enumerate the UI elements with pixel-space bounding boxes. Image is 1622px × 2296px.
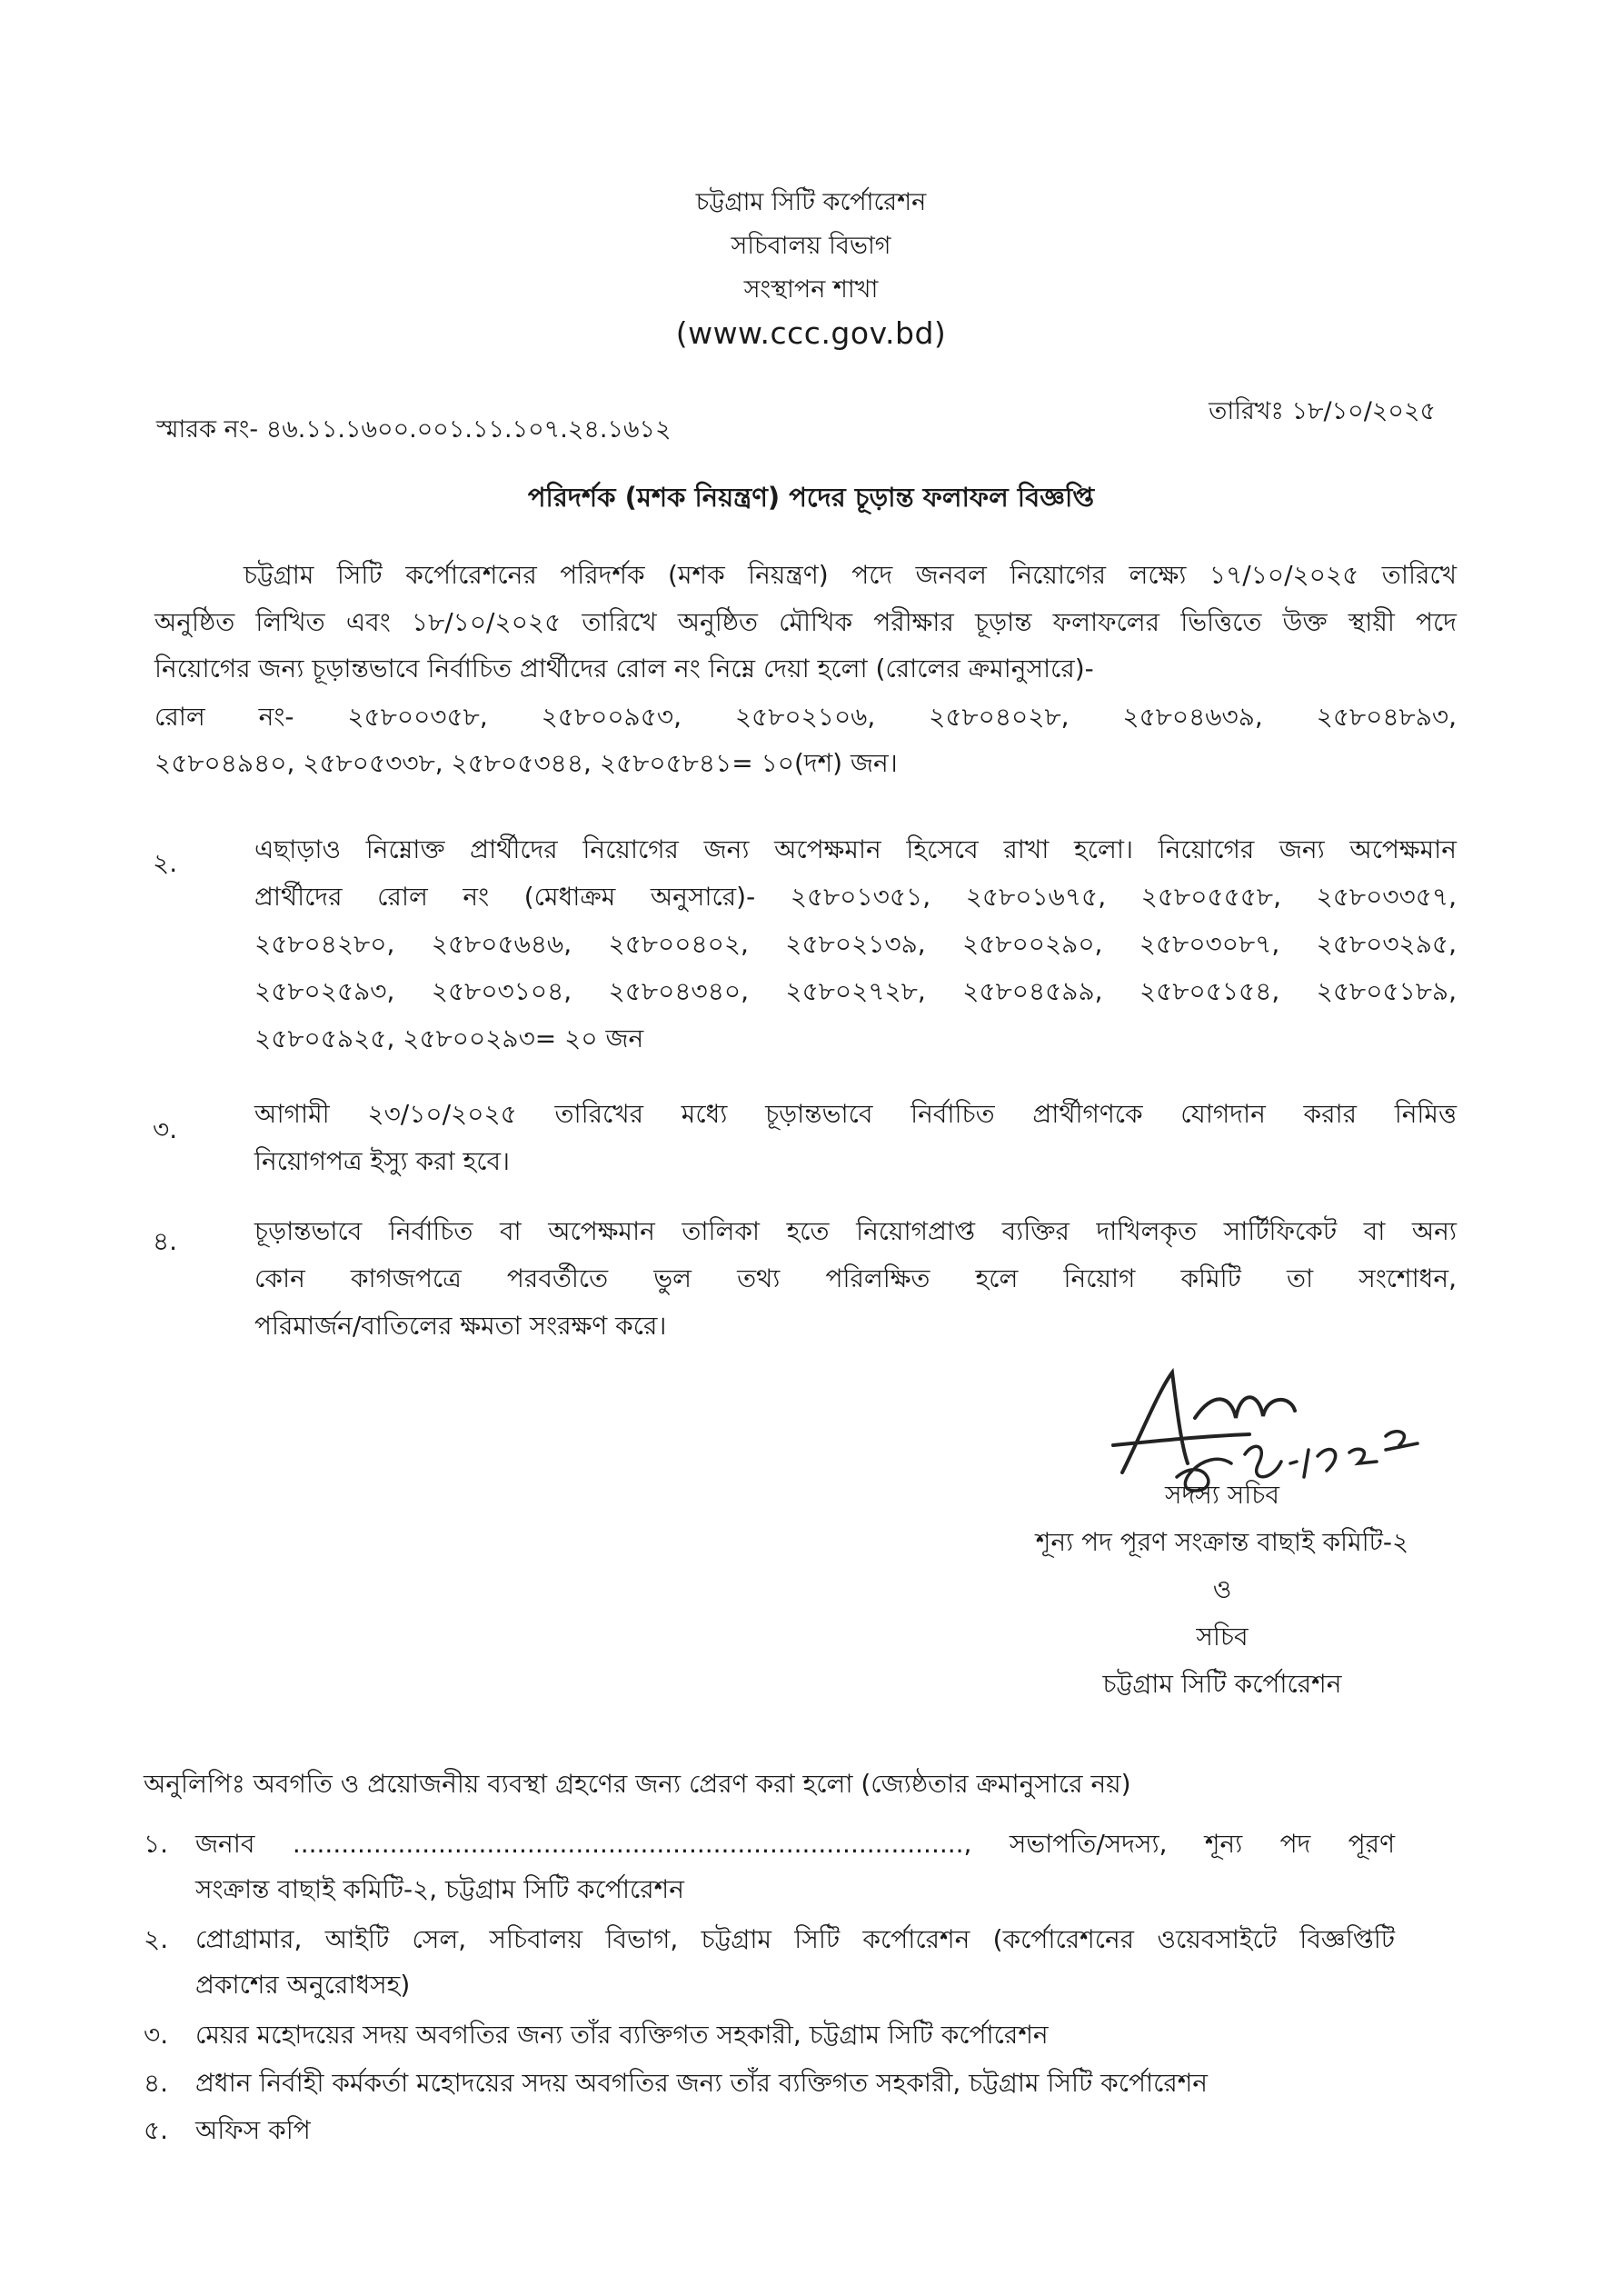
copy-1-line-2: সংক্রান্ত বাছাই কমিটি-২, চট্টগ্রাম সিটি কর্পোরেশন: [195, 1874, 684, 1904]
item-2-line-2: প্রার্থীদের রোল নং (মেধাক্রম অনুসারে)- ২৫৮০১৩৫১, ২৫৮০১৬৭৫, ২৫৮০৫৫৫৮, ২৫৮০৩৩৫৭,: [254, 882, 1457, 912]
signature-committee: শূন্য পদ পূরণ সংক্রান্ত বাছাই কমিটি-২: [1035, 1527, 1409, 1557]
signature-org: চট্টগ্রাম সিটি কর্পোরেশন: [1102, 1669, 1342, 1699]
item-2-line-5: ২৫৮০৫৯২৫, ২৫৮০০২৯৩= ২০ জন: [254, 1023, 644, 1053]
item-2-line-4: ২৫৮০২৫৯৩, ২৫৮০৩১০৪, ২৫৮০৪৩৪০, ২৫৮০২৭২৮, ২৫৮০৪৫৯৯, ২৫৮০৫১৫৪, ২৫৮০৫১৮৯,: [254, 976, 1457, 1006]
header-org: চট্টগ্রাম সিটি কর্পোরেশন: [695, 188, 927, 216]
memo-date: তারিখঃ ১৮/১০/২০২৫: [1209, 397, 1436, 425]
signature-secretary: সচিব: [1196, 1622, 1249, 1652]
item-3-number: ৩.: [153, 1114, 178, 1144]
item-2-line-3: ২৫৮০৪২৮০, ২৫৮০৫৬৪৬, ২৫৮০০৪০২, ২৫৮০২১৩৯, ২৫৮০০২৯০, ২৫৮০৩০৮৭, ২৫৮০৩২৯৫,: [254, 929, 1457, 959]
copy-4-line-1: প্রধান নির্বাহী কর্মকর্তা মহোদয়ের সদয় অবগতির জন্য তাঁর ব্যক্তিগত সহকারী, চট্টগ্রাম সিটি কর্পোরেশন: [195, 2068, 1209, 2098]
item-4-line-1: চূড়ান্তভাবে নির্বাচিত বা অপেক্ষমান তালিকা হতে নিয়োগপ্রাপ্ত ব্যক্তির দাখিলকৃত সার্টিফিকেট বা অন্য: [254, 1216, 1457, 1246]
item-2-line-1: এছাড়াও নিম্নোক্ত প্রার্থীদের নিয়োগের জন্য অপেক্ষমান হিসেবে রাখা হলো। নিয়োগের জন্য অপেক্ষমান: [254, 834, 1457, 864]
item-2-number: ২.: [153, 848, 178, 878]
header-branch: সংস্থাপন শাখা: [743, 275, 879, 304]
copy-4-number: ৪.: [144, 2068, 169, 2098]
copy-3-line-1: মেয়র মহোদয়ের সদয় অবগতির জন্য তাঁর ব্যক্তিগত সহকারী, চট্টগ্রাম সিটি কর্পোরেশন: [195, 2020, 1049, 2050]
copy-1-line-1: জনাব ..................................................................................., সভাপতি/সদস্য, শূন্য পদ পূরণ: [195, 1829, 1395, 1859]
item-3-line-1: আগামী ২৩/১০/২০২৫ তারিখের মধ্যে চূড়ান্তভাবে নির্বাচিত প্রার্থীগণকে যোগদান করার নিমিত্ত: [254, 1099, 1457, 1129]
header-website: (www.ccc.gov.bd): [675, 315, 947, 351]
copy-2-line-2: প্রকাশের অনুরোধসহ): [195, 1970, 411, 2000]
copy-3-number: ৩.: [144, 2020, 169, 2050]
copy-1-number: ১.: [144, 1829, 169, 1859]
memo-ref: স্মারক নং- ৪৬.১১.১৬০০.০০১.১১.১০৭.২৪.১৬১২: [156, 415, 672, 444]
intro-line-4: রোল নং- ২৫৮০০৩৫৮, ২৫৮০০৯৫৩, ২৫৮০২১০৬, ২৫৮০৪০২৮, ২৫৮০৪৬৩৯, ২৫৮০৪৮৯৩,: [154, 702, 1457, 732]
copy-5-number: ৫.: [144, 2115, 169, 2145]
item-3-line-2: নিয়োগপত্র ইস্যু করা হবে।: [254, 1146, 511, 1176]
copy-2-line-1: প্রোগ্রামার, আইটি সেল, সচিবালয় বিভাগ, চট্টগ্রাম সিটি কর্পোরেশন (কর্পোরেশনের ওয়েবসাইটে বিজ্ঞপ্তিটি: [195, 1924, 1395, 1954]
header-department: সচিবালয় বিভাগ: [731, 232, 891, 260]
intro-line-1: চট্টগ্রাম সিটি কর্পোরেশনের পরিদর্শক (মশক নিয়ন্ত্রণ) পদে জনবল নিয়োগের লক্ষ্যে ১৭/১০/২০২৫ তারিখে: [244, 560, 1457, 590]
signature-member-secretary: সদস্য সচিব: [1165, 1480, 1279, 1510]
signature-and: ও: [1212, 1574, 1232, 1604]
copy-2-number: ২.: [144, 1924, 169, 1954]
item-4-line-2: কোন কাগজপত্রে পরবর্তীতে ভুল তথ্য পরিলক্ষিত হলে নিয়োগ কমিটি তা সংশোধন,: [254, 1263, 1457, 1293]
intro-line-3: নিয়োগের জন্য চূড়ান্তভাবে নির্বাচিত প্রার্থীদের রোল নং নিম্নে দেয়া হলো (রোলের ক্রমানুসারে)-: [154, 654, 1094, 684]
copy-5-line-1: অফিস কপি: [195, 2115, 311, 2145]
copies-heading: অনুলিপিঃ অবগতি ও প্রয়োজনীয় ব্যবস্থা গ্রহণের জন্য প্রেরণ করা হলো (জ্যেষ্ঠতার ক্রমানুসারে নয়): [144, 1769, 1131, 1799]
intro-line-5: ২৫৮০৪৯৪০, ২৫৮০৫৩৩৮, ২৫৮০৫৩৪৪, ২৫৮০৫৮৪১= ১০(দশ) জন।: [154, 748, 898, 778]
item-4-line-3: পরিমার্জন/বাতিলের ক্ষমতা সংরক্ষণ করে।: [254, 1311, 667, 1341]
item-4-number: ৪.: [153, 1226, 178, 1256]
notice-title: পরিদর্শক (মশক নিয়ন্ত্রণ) পদের চূড়ান্ত ফলাফল বিজ্ঞপ্তি: [527, 482, 1095, 513]
intro-line-2: অনুষ্ঠিত লিখিত এবং ১৮/১০/২০২৫ তারিখে অনুষ্ঠিত মৌখিক পরীক্ষার চূড়ান্ত ফলাফলের ভিত্তিতে উক্ত স্থায়ী পদে: [154, 607, 1457, 637]
